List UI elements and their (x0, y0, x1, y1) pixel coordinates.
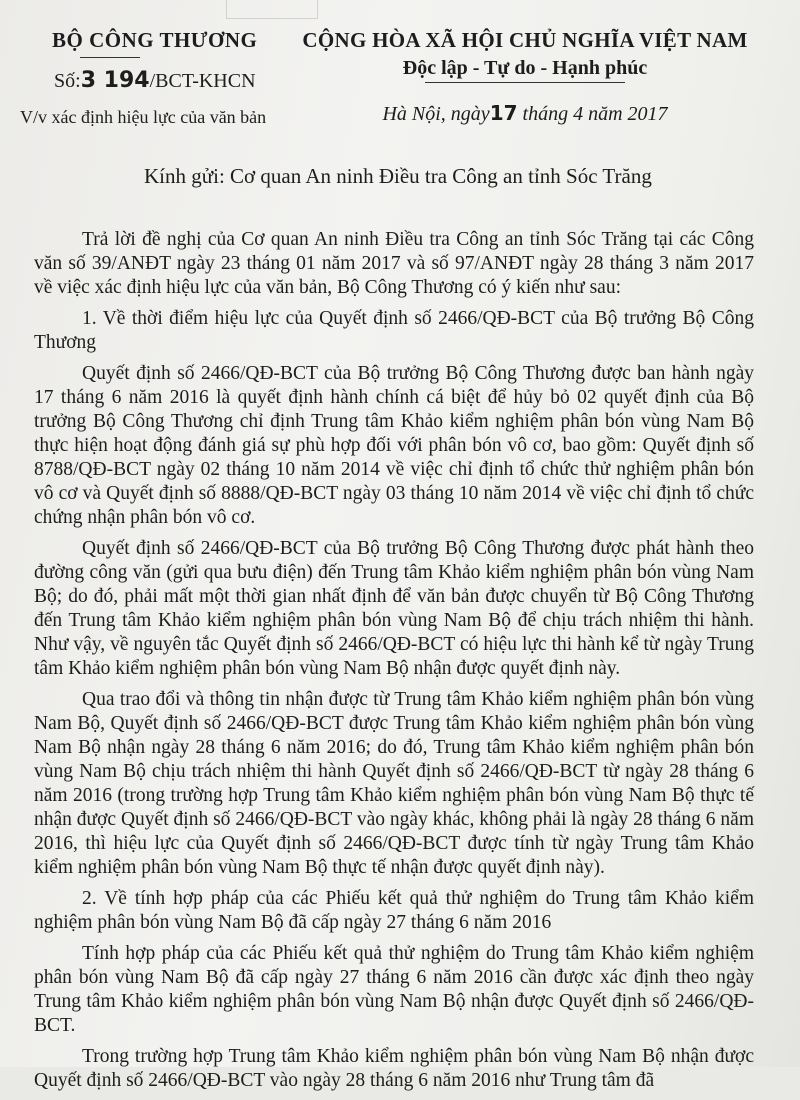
document-number-handwritten: 3 194 (80, 68, 150, 93)
paragraph-1c: Qua trao đổi và thông tin nhận được từ Trung tâm Khảo kiểm nghiệm phân bón vùng Nam Bộ, Quyết định số 2466/QĐ-BCT được Trung tâm Khảo kiểm nghiệm phân bón vùng Nam Bộ nhận ngày 28 tháng 6 năm 2016; do đó, Trung tâm Khảo kiểm nghiệm phân bón vùng Nam Bộ chịu trách nhiệm thi hành Quyết định số 2466/QĐ-BCT từ ngày 28 tháng 6 năm 2016 (trong trường hợp Trung tâm Khảo kiểm nghiệm phân bón vùng Nam Bộ thực tế nhận được Quyết định số 2466/QĐ-BCT vào ngày khác, không phải là ngày 28 tháng 6 năm 2016, thì hiệu lực của Quyết định số 2466/QĐ-BCT được tính từ ngày Trung tâm Khảo kiểm nghiệm phân bón vùng Nam Bộ thực tế nhận được quyết định này). (34, 689, 754, 878)
paragraph-1b: Quyết định số 2466/QĐ-BCT của Bộ trưởng Bộ Công Thương được phát hành theo đường công văn (gửi qua bưu điện) đến Trung tâm Khảo kiểm nghiệm phân bón vùng Nam Bộ; do đó, phải mất một thời gian nhất định để văn bản được chuyển từ Bộ Công Thương đến Trung tâm Khảo kiểm nghiệm phân bón vùng Nam Bộ để chịu trách nhiệm thi hành. Như vậy, về nguyên tắc Quyết định số 2466/QĐ-BCT có hiệu lực thi hành kể từ ngày Trung tâm Khảo kiểm nghiệm phân bón vùng Nam Bộ nhận được quyết định này. (34, 538, 754, 679)
issuing-agency: BỘ CÔNG THƯƠNG (52, 28, 258, 52)
document-subject: V/v xác định hiệu lực của văn bản (20, 107, 267, 127)
received-stamp-edge (226, 0, 318, 19)
national-motto: Độc lập - Tự do - Hạnh phúc (402, 57, 648, 79)
motto-underline (425, 82, 625, 83)
section-heading-2: 2. Về tính hợp pháp của các Phiếu kết quả thử nghiệm do Trung tâm Khảo kiểm nghiệm phân bón vùng Nam Bộ đã cấp ngày 27 tháng 6 năm 2016 (34, 888, 754, 933)
faded-stamp-mark (0, 166, 100, 192)
agency-underline (80, 57, 140, 58)
document-number-suffix: /BCT-KHCN (149, 70, 256, 92)
section-heading-1: 1. Về thời điểm hiệu lực của Quyết định số 2466/QĐ-BCT của Bộ trưởng Bộ Công Thương (34, 308, 754, 353)
paragraph-1a: Quyết định số 2466/QĐ-BCT của Bộ trưởng Bộ Công Thương được ban hành ngày 17 tháng 6 năm 2016 là quyết định hành chính cá biệt để hủy bỏ 02 quyết định của Bộ trưởng Bộ Công Thương chỉ định Trung tâm Khảo kiểm nghiệm phân bón vùng Nam Bộ thực hiện hoạt động đánh giá sự phù hợp đối với phân bón vô cơ, bao gồm: Quyết định số 8788/QĐ-BCT ngày 02 tháng 10 năm 2014 về việc chỉ định tổ chức thử nghiệm phân bón vô cơ và Quyết định số 8888/QĐ-BCT ngày 03 tháng 10 năm 2014 về việc chỉ định tổ chức chứng nhận phân bón vô cơ. (34, 363, 754, 528)
paragraph-2a: Tính hợp pháp của các Phiếu kết quả thử nghiệm do Trung tâm Khảo kiểm nghiệm phân bón vùng Nam Bộ đã cấp ngày 27 tháng 6 năm 2016 cần được xác định theo ngày Trung tâm Khảo kiểm nghiệm phân bón vùng Nam Bộ nhận được Quyết định số 2466/QĐ-BCT. (34, 943, 754, 1036)
paragraph-2b: Trong trường hợp Trung tâm Khảo kiểm nghiệm phân bón vùng Nam Bộ nhận được Quyết định số 2466/QĐ-BCT vào ngày 28 tháng 6 năm 2016 như Trung tâm đã (34, 1046, 754, 1091)
document-header (0, 28, 800, 148)
issue-date-prefix: Hà Nội, ngày (382, 103, 490, 125)
document-number-label: Số: (54, 70, 81, 92)
issue-date (290, 101, 760, 126)
issue-date-day-handwritten: 17 (489, 101, 518, 125)
header-left (20, 28, 310, 128)
national-title: CỘNG HÒA XÃ HỘI CHỦ NGHĨA VIỆT NAM (302, 28, 748, 52)
document-body (34, 228, 754, 1100)
document-number (54, 68, 310, 93)
issue-date-suffix: tháng 4 năm 2017 (522, 103, 668, 125)
recipient-line: Kính gửi: Cơ quan An ninh Điều tra Công an tỉnh Sóc Trăng (144, 164, 652, 188)
header-right (290, 28, 760, 126)
paragraph-intro: Trả lời đề nghị của Cơ quan An ninh Điều tra Công an tỉnh Sóc Trăng tại các Công văn số 39/ANĐT ngày 23 tháng 01 năm 2017 và số 97/ANĐT ngày 28 tháng 3 năm 2017 về việc xác định hiệu lực của văn bản, Bộ Công Thương có ý kiến như sau: (34, 229, 754, 298)
